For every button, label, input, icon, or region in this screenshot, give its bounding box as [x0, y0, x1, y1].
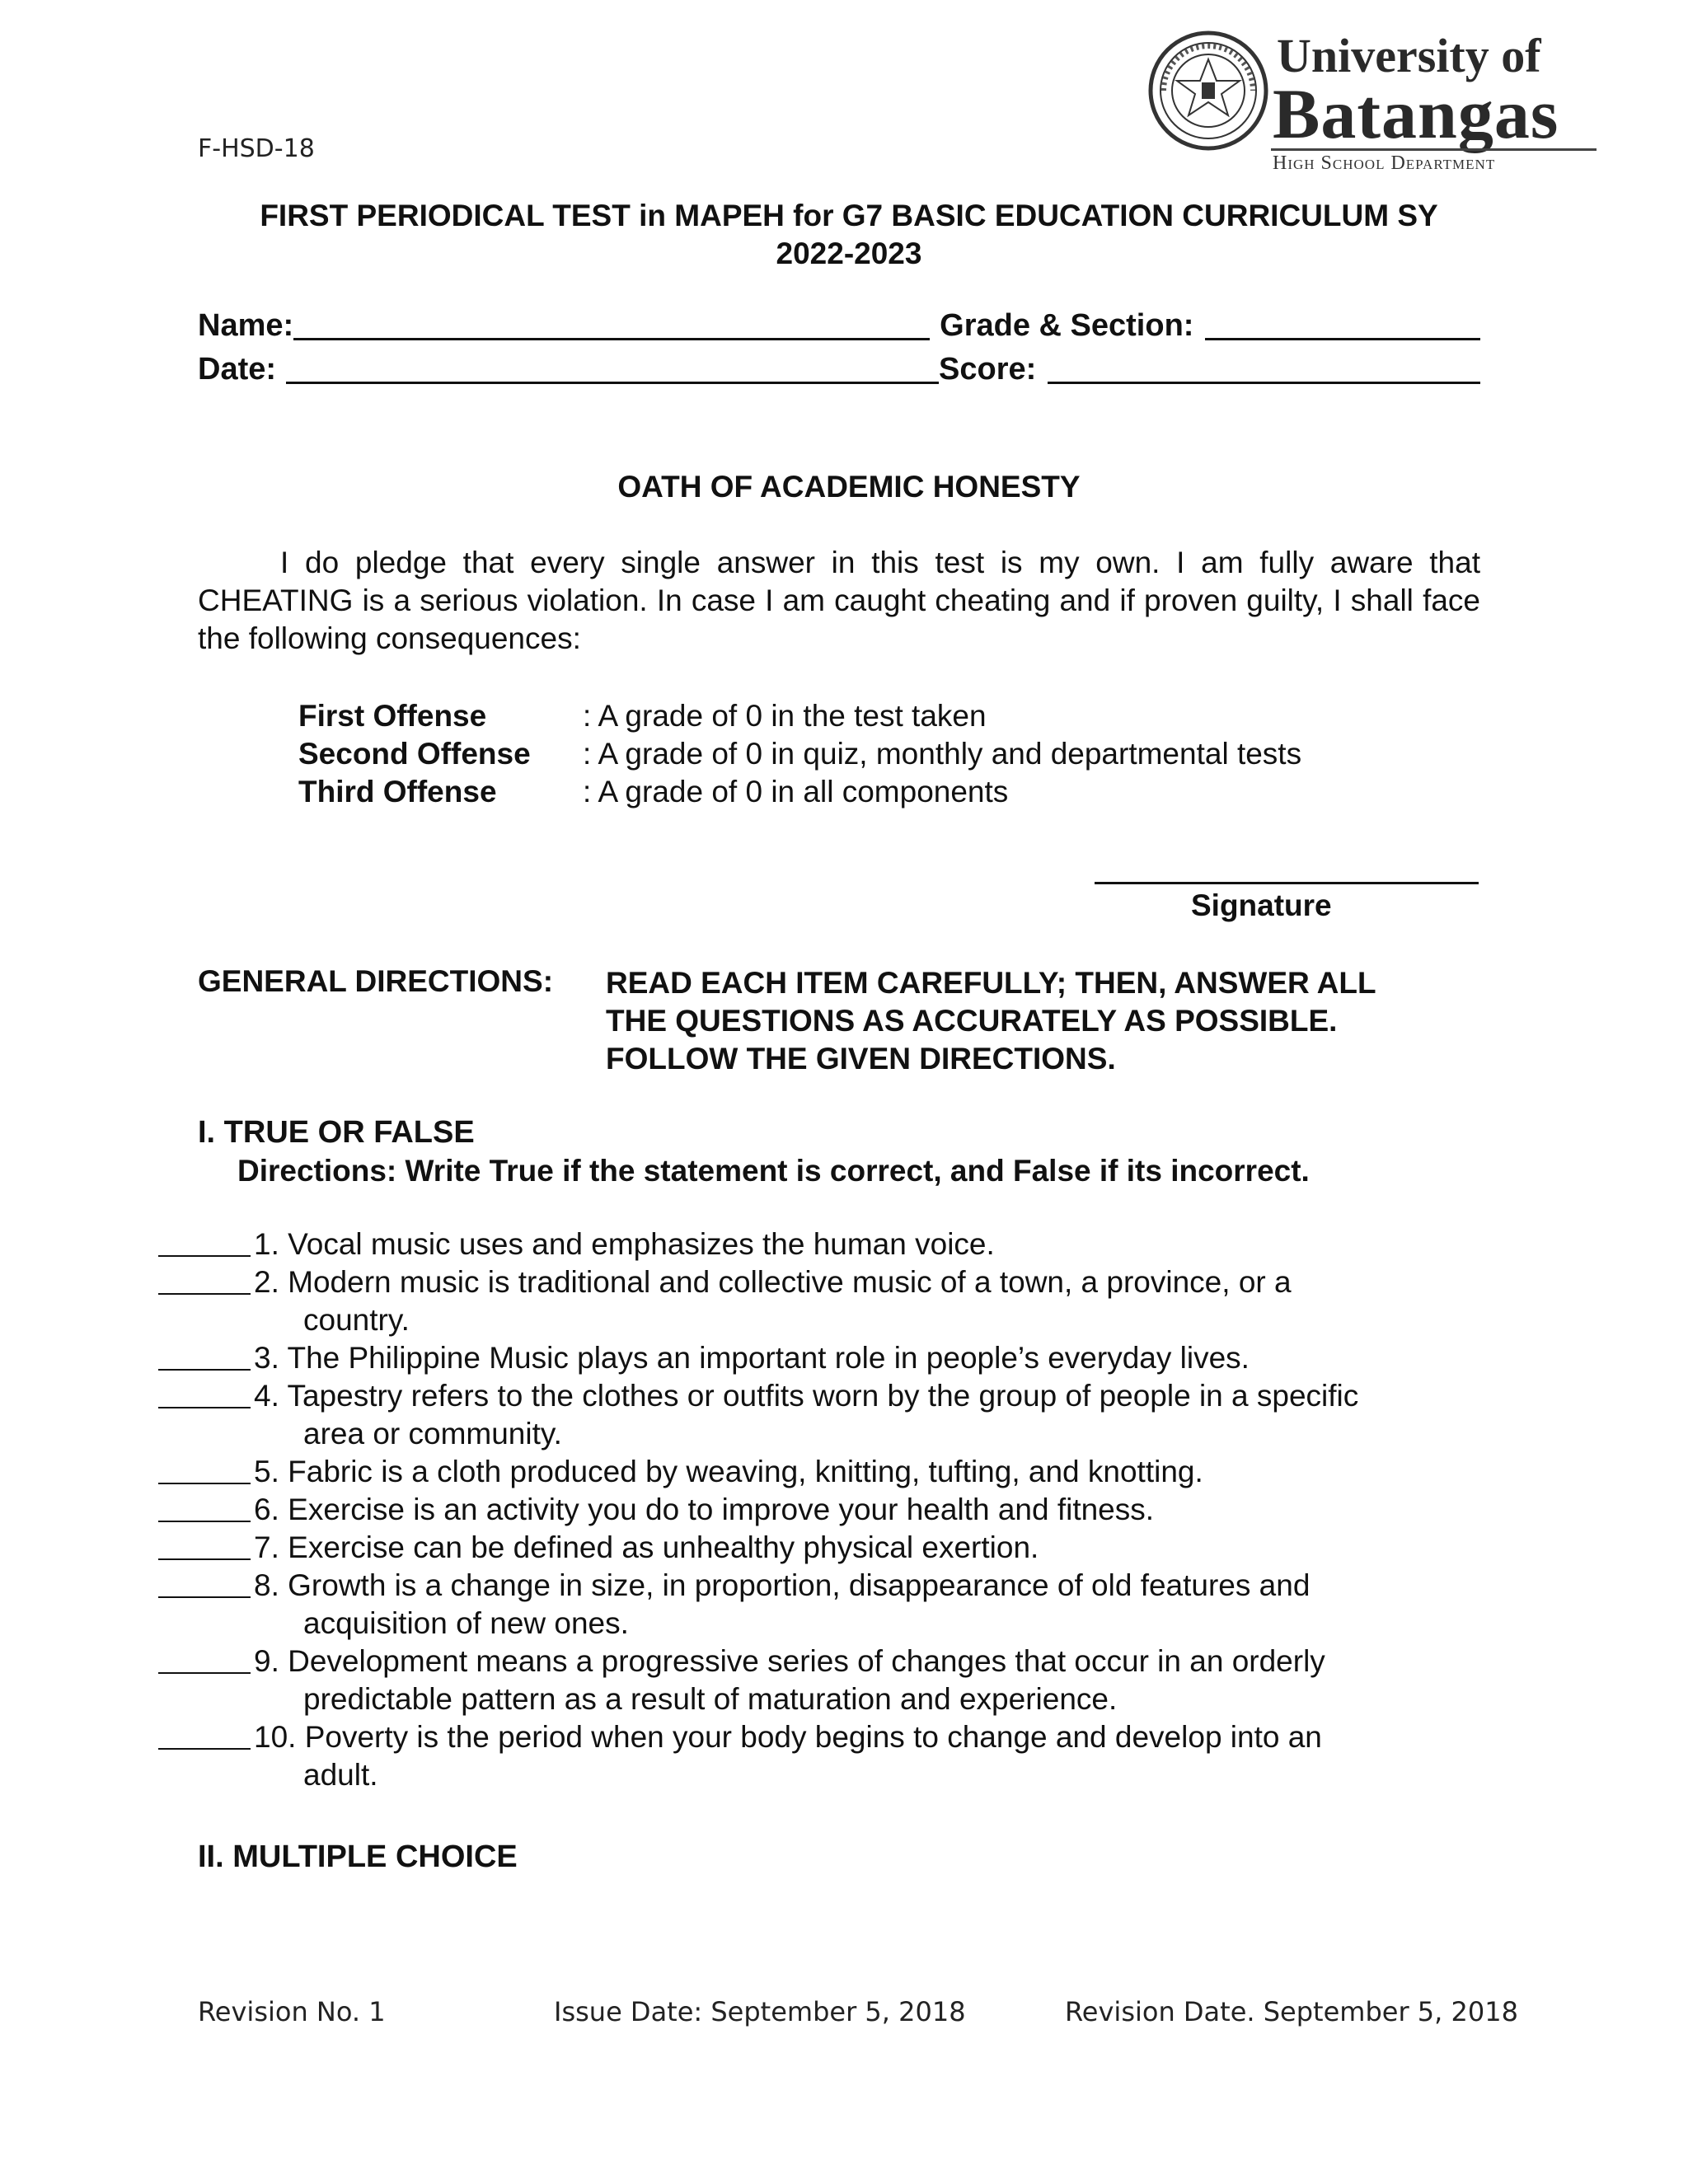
- university-seal-icon: [1147, 30, 1269, 152]
- list-item: [0, 1491, 1688, 1529]
- date-score-row: [198, 350, 1480, 387]
- list-item: [0, 1453, 1688, 1491]
- list-item: [0, 1226, 1688, 1263]
- general-directions-line: FOLLOW THE GIVEN DIRECTIONS.: [606, 1042, 1116, 1076]
- general-directions-line: THE QUESTIONS AS ACCURATELY AS POSSIBLE.: [606, 1004, 1338, 1038]
- date-label: Date:: [198, 352, 277, 387]
- university-logo: [1147, 30, 1601, 178]
- offense-row-third: [298, 775, 1008, 809]
- item-text: 2. Modern music is traditional and collective music of a town, a province, or a: [254, 1265, 1292, 1299]
- answer-blank[interactable]: [158, 1407, 251, 1408]
- test-title-line1: FIRST PERIODICAL TEST in MAPEH for G7 BASIC EDUCATION CURRICULUM SY: [260, 199, 1438, 232]
- answer-blank[interactable]: [158, 1293, 251, 1295]
- general-directions-text: [606, 964, 1376, 1078]
- score-field[interactable]: [1048, 350, 1480, 384]
- answer-blank[interactable]: [158, 1255, 251, 1257]
- item-text-continued: acquisition of new ones.: [303, 1606, 629, 1640]
- score-label: Score:: [939, 352, 1037, 387]
- item-text: 8. Growth is a change in size, in proportion, disappearance of old features and: [254, 1568, 1311, 1602]
- answer-blank[interactable]: [158, 1748, 251, 1750]
- footer-revision-date: Revision Date. September 5, 2018: [1065, 1996, 1518, 2027]
- name-label: Name:: [198, 308, 294, 343]
- section-true-or-false-directions: Directions: Write True if the statement is correct, and False if its incorrect.: [237, 1154, 1310, 1188]
- list-item: [0, 1718, 1688, 1794]
- item-text: 7. Exercise can be defined as unhealthy physical exertion.: [254, 1530, 1039, 1564]
- item-text-continued: area or community.: [303, 1417, 562, 1451]
- answer-blank[interactable]: [158, 1596, 251, 1598]
- general-directions-label: GENERAL DIRECTIONS:: [198, 964, 554, 998]
- answer-blank[interactable]: [158, 1369, 251, 1371]
- grade-section-label: Grade & Section:: [940, 308, 1194, 343]
- list-item: [0, 1339, 1688, 1377]
- name-field[interactable]: [293, 307, 930, 340]
- offense-name: Third Offense: [298, 775, 497, 808]
- offense-row-first: [298, 699, 987, 733]
- logo-divider: [1271, 148, 1597, 151]
- form-code: F-HSD-18: [198, 134, 315, 163]
- section-multiple-choice-heading: II. MULTIPLE CHOICE: [198, 1840, 518, 1874]
- signature-label: Signature: [1191, 888, 1332, 922]
- footer-revision-no: Revision No. 1: [198, 1996, 386, 2027]
- answer-blank[interactable]: [158, 1672, 251, 1674]
- oath-title: OATH OF ACADEMIC HONESTY: [617, 470, 1081, 504]
- item-text: 5. Fabric is a cloth produced by weaving, knitting, tufting, and knotting.: [254, 1455, 1203, 1488]
- list-item: [0, 1643, 1688, 1718]
- list-item: [0, 1529, 1688, 1567]
- offense-consequence: : A grade of 0 in all components: [583, 775, 1009, 808]
- item-text-continued: predictable pattern as a result of maturation and experience.: [303, 1682, 1118, 1716]
- offense-name: Second Offense: [298, 737, 531, 771]
- item-text: 1. Vocal music uses and emphasizes the human voice.: [254, 1227, 995, 1261]
- item-text: 9. Development means a progressive series of changes that occur in an orderly: [254, 1644, 1325, 1678]
- grade-section-field[interactable]: [1205, 307, 1480, 340]
- item-text-continued: adult.: [303, 1758, 378, 1792]
- list-item: [0, 1263, 1688, 1339]
- answer-blank[interactable]: [158, 1521, 251, 1522]
- test-title-line2: 2022-2023: [776, 237, 922, 270]
- logo-text-department: High School Department: [1273, 152, 1496, 174]
- oath-pledge: I do pledge that every single answer in this test is my own. I am fully aware that CHEATING is a serious violation. In case I am caught cheating and if proven guilty, I shall face the following consequences:: [198, 546, 1480, 655]
- offense-name: First Offense: [298, 699, 487, 733]
- item-text: 10. Poverty is the period when your body begins to change and develop into an: [254, 1720, 1322, 1754]
- date-field[interactable]: [286, 350, 939, 384]
- answer-blank[interactable]: [158, 1483, 251, 1484]
- logo-text-batangas: Batangas: [1273, 74, 1559, 153]
- true-false-items: [0, 1226, 1688, 1794]
- logo-text-university-of: University of: [1277, 29, 1541, 82]
- list-item: [0, 1377, 1688, 1453]
- list-item: [0, 1567, 1688, 1643]
- name-grade-row: [198, 307, 1480, 344]
- offense-row-second: [298, 737, 1301, 771]
- signature-line[interactable]: [1095, 882, 1479, 884]
- footer-issue-date: Issue Date: September 5, 2018: [554, 1996, 966, 2027]
- section-true-or-false-heading: I. TRUE OR FALSE: [198, 1115, 475, 1150]
- item-text: 4. Tapestry refers to the clothes or outfits worn by the group of people in a specific: [254, 1379, 1359, 1413]
- answer-blank[interactable]: [158, 1558, 251, 1560]
- item-text: 6. Exercise is an activity you do to improve your health and fitness.: [254, 1493, 1155, 1526]
- offense-consequence: : A grade of 0 in the test taken: [583, 699, 987, 733]
- item-text-continued: country.: [303, 1303, 410, 1337]
- offense-consequence: : A grade of 0 in quiz, monthly and departmental tests: [583, 737, 1302, 771]
- general-directions-line: READ EACH ITEM CAREFULLY; THEN, ANSWER ALL: [606, 966, 1376, 1000]
- item-text: 3. The Philippine Music plays an important role in people’s everyday lives.: [254, 1341, 1250, 1375]
